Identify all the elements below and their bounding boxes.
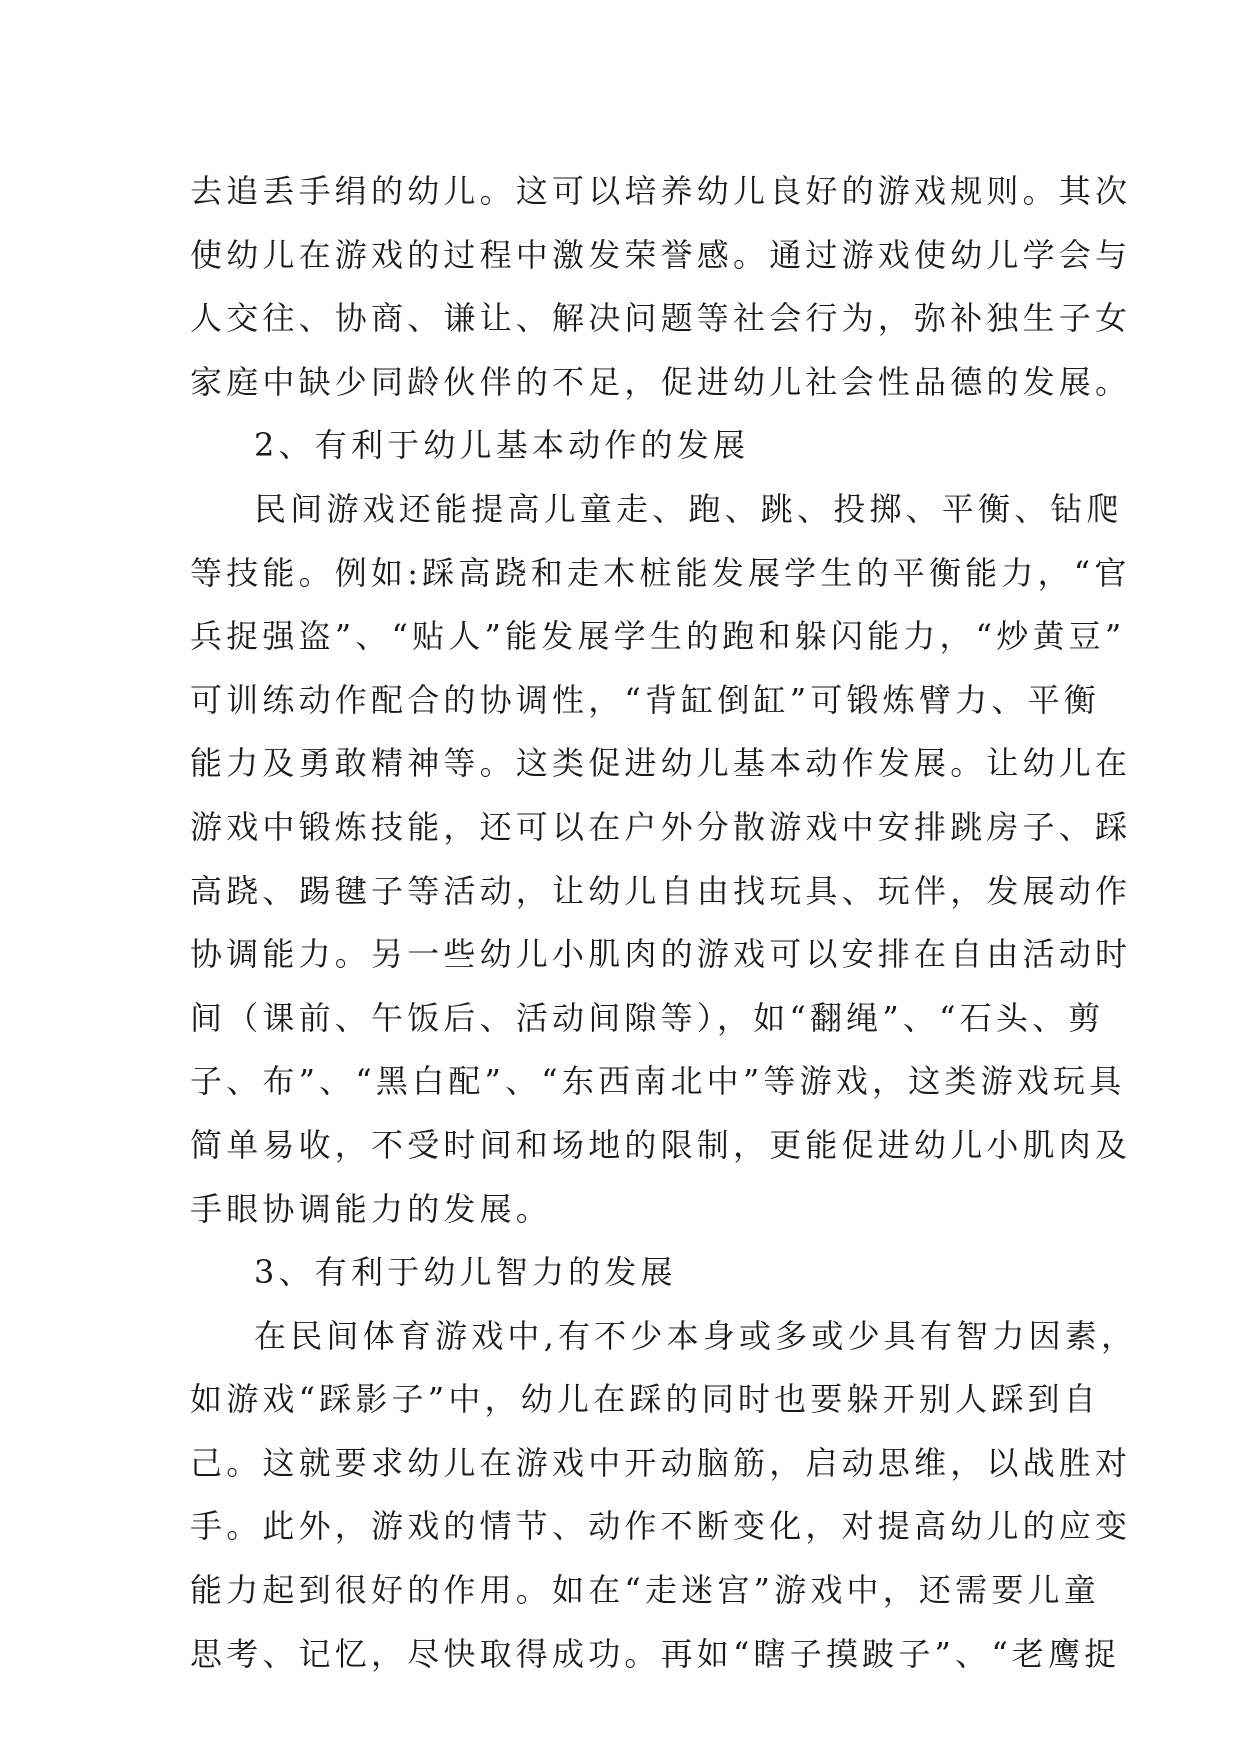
- text-line: 兵捉强盗”、“贴人”能发展学生的跑和躲闪能力，“炒黄豆”: [190, 617, 1126, 656]
- text-line: 简单易收，不受时间和场地的限制，更能促进幼儿小肌肉及: [190, 1125, 1132, 1164]
- text-line: 能力及勇敢精神等。这类促进幼儿基本动作发展。让幼儿在: [190, 744, 1132, 783]
- text-line: 间（课前、午饭后、活动间隙等），如“翻绳”、“石头、剪: [190, 998, 1105, 1037]
- text-line: 高跷、踢毽子等活动，让幼儿自由找玩具、玩伴，发展动作: [190, 871, 1132, 910]
- text-line: 能力起到很好的作用。如在“走迷宫”游戏中，还需要儿童: [190, 1571, 1100, 1610]
- body-text: [190, 160, 1138, 1686]
- text-line: 己。这就要求幼儿在游戏中开动脑筋，启动思维，以战胜对: [190, 1443, 1132, 1482]
- text-line: 如游戏“踩影子”中，幼儿在踩的同时也要躲开别人踩到自: [190, 1380, 1100, 1419]
- text-line: 手。此外，游戏的情节、动作不断变化，对提高幼儿的应变: [190, 1507, 1132, 1546]
- text-line: 人交往、协商、谦让、解决问题等社会行为，弥补独生子女: [190, 299, 1132, 338]
- text-line: 游戏中锻炼技能，还可以在户外分散游戏中安排跳房子、踩: [190, 807, 1132, 846]
- text-line: 去追丢手绢的幼儿。这可以培养幼儿良好的游戏规则。其次: [190, 172, 1132, 210]
- section-heading: 3、有利于幼儿智力的发展: [254, 1253, 677, 1292]
- text-line: 可训练动作配合的协调性，“背缸倒缸”可锻炼臂力、平衡: [190, 680, 1100, 719]
- text-line: 等技能。例如:踩高跷和走木桩能发展学生的平衡能力，“官: [190, 553, 1131, 592]
- text-line: 协调能力。另一些幼儿小肌肉的游戏可以安排在自由活动时: [190, 935, 1132, 974]
- text-line: 家庭中缺少同龄伙伴的不足，促进幼儿社会性品德的发展。: [190, 362, 1132, 401]
- section-heading: 2、有利于幼儿基本动作的发展: [254, 426, 750, 465]
- text-line: 子、布”、“黑白配”、“东西南北中”等游戏，这类游戏玩具: [190, 1062, 1126, 1101]
- text-line: 思考、记忆，尽快取得成功。再如“瞎子摸跛子”、“老鹰捉: [190, 1634, 1121, 1673]
- text-line: 手眼协调能力的发展。: [190, 1189, 553, 1228]
- text-line: 在民间体育游戏中,有不少本身或多或少具有智力因素，: [254, 1316, 1138, 1355]
- text-line: 使幼儿在游戏的过程中激发荣誉感。通过游戏使幼儿学会与: [190, 235, 1132, 274]
- text-line: 民间游戏还能提高儿童走、跑、跳、投掷、平衡、钻爬: [254, 489, 1123, 528]
